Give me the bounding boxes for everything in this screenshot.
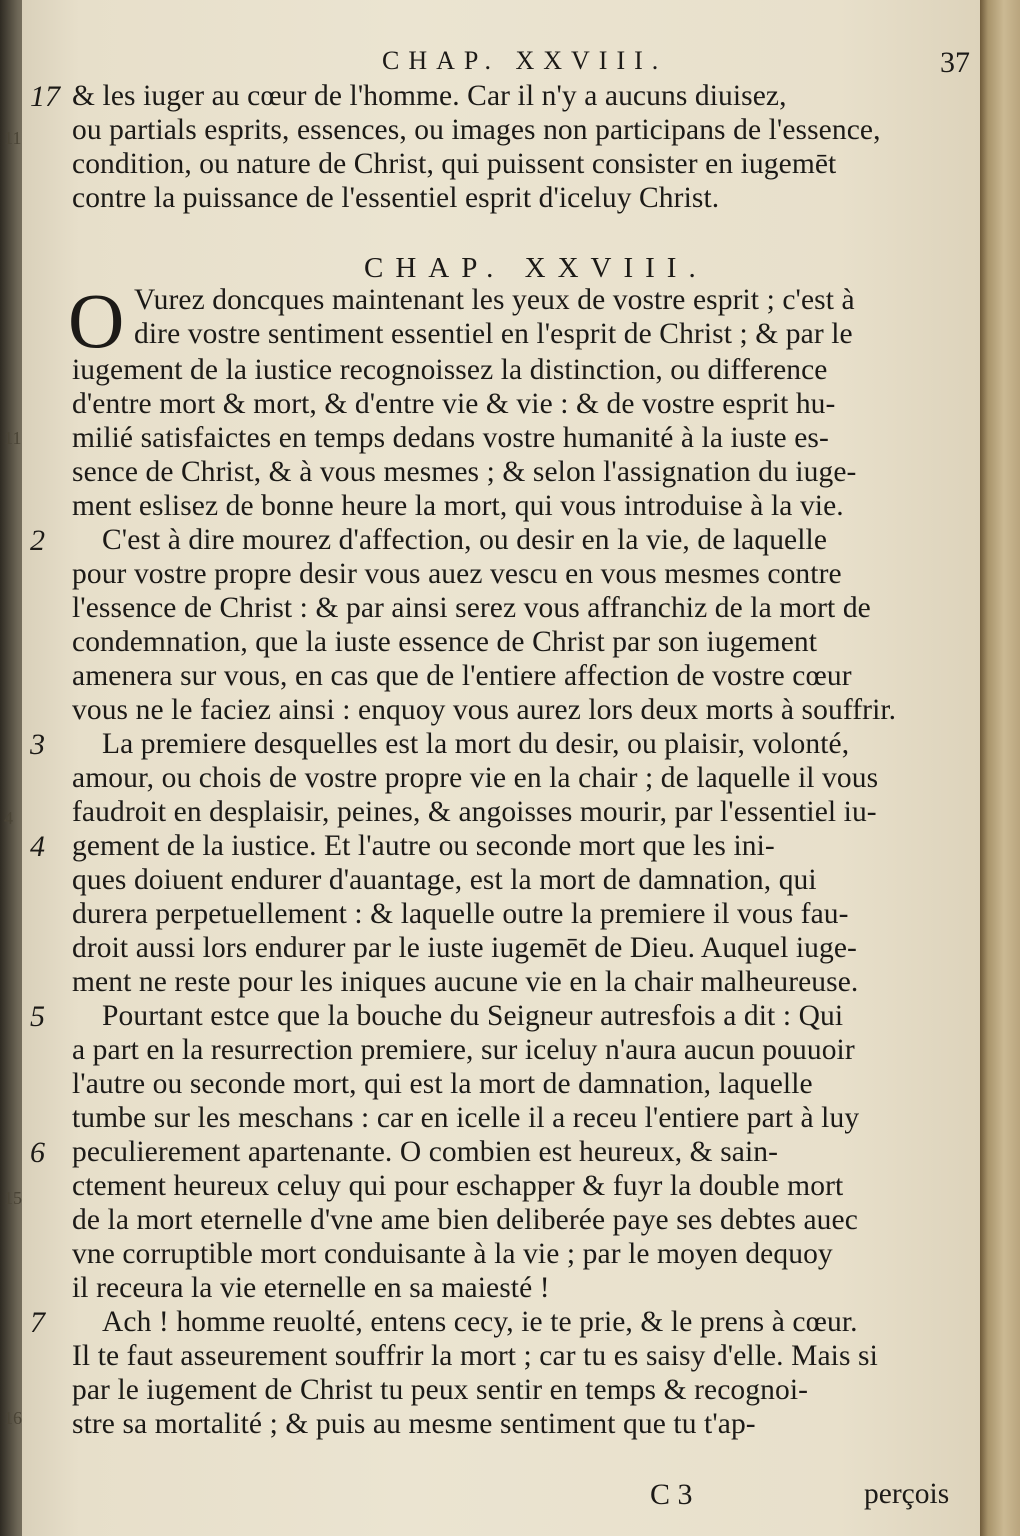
text-line: ou partials esprits, essences, ou images non participans de l'essence,: [72, 114, 881, 146]
text-line: Vurez doncques maintenant les yeux de vostre esprit ; c'est à: [134, 284, 855, 316]
text-line: l'autre ou seconde mort, qui est la mort de damnation, laquelle: [72, 1068, 813, 1100]
text-line: par le iugement de Christ tu peux sentir en temps & recognoi-: [72, 1374, 809, 1406]
text-line: durera perpetuellement : & laquelle outre la premiere il vous fau-: [72, 898, 849, 930]
text-line: stre sa mortalité ; & puis au mesme sentiment que tu t'ap-: [72, 1408, 756, 1440]
text-line: sence de Christ, & à vous mesmes ; & selon l'assignation du iuge-: [72, 456, 857, 488]
text-line: peculierement apartenante. O combien est heureux, & sain-: [72, 1136, 779, 1168]
text-line: droit aussi lors endurer par le iuste iugemēt de Dieu. Auquel iuge-: [72, 932, 857, 964]
text-line: gement de la iustice. Et l'autre ou seconde mort que les ini-: [72, 830, 775, 862]
catchword: perçois: [864, 1478, 950, 1510]
bleed-mark: 15: [4, 1188, 22, 1208]
verse-number: 7: [30, 1306, 45, 1339]
text-line: Pourtant estce que la bouche du Seigneur autresfois a dit : Qui: [102, 1000, 844, 1032]
text-line: il receura la vie eternelle en sa maiesté !: [72, 1272, 550, 1304]
page-text: [22, 0, 980, 1536]
text-line: ques doiuent endurer d'auantage, est la mort de damnation, qui: [72, 864, 817, 896]
text-line: dire vostre sentiment essentiel en l'esprit de Christ ; & par le: [134, 318, 853, 350]
drop-cap: O: [68, 277, 125, 364]
running-head: CHAP. XXVIII.: [382, 46, 668, 75]
text-line: milié satisfaictes en temps dedans vostre humanité à la iuste es-: [72, 422, 829, 454]
text-line: ctement heureux celuy qui pour eschapper & fuyr la double mort: [72, 1170, 844, 1202]
text-line: & les iuger au cœur de l'homme. Car il n'y a aucuns diuisez,: [72, 80, 787, 112]
bleed-mark: 16: [4, 1408, 22, 1428]
verse-number: 17: [30, 80, 60, 113]
text-line: C'est à dire mourez d'affection, ou desir en la vie, de laquelle: [102, 524, 828, 556]
verse-number: 4: [30, 830, 45, 863]
text-line: amour, ou chois de vostre propre vie en la chair ; de laquelle il vous: [72, 762, 879, 794]
text-line: condition, ou nature de Christ, qui puissent consister en iugemēt: [72, 148, 837, 180]
text-line: d'entre mort & mort, & d'entre vie & vie : & de vostre esprit hu-: [72, 388, 836, 420]
verse-number: 3: [30, 728, 45, 761]
text-line: vne corruptible mort conduisante à la vie ; par le moyen dequoy: [72, 1238, 833, 1270]
bleed-mark: 11: [4, 428, 22, 448]
text-line: ment eslisez de bonne heure la mort, qui vous introduise à la vie.: [72, 490, 844, 522]
text-line: de la mort eternelle d'vne ame bien deliberée paye ses debtes auec: [72, 1204, 858, 1236]
text-line: contre la puissance de l'essentiel esprit d'iceluy Christ.: [72, 182, 720, 214]
text-line: a part en la resurrection premiere, sur iceluy n'aura aucun pouuoir: [72, 1034, 855, 1066]
book-edge: [980, 0, 1020, 1536]
bleed-mark: 11: [4, 128, 22, 148]
text-line: Ach ! homme reuolté, entens cecy, ie te prie, & le prens à cœur.: [102, 1306, 858, 1338]
text-line: Il te faut asseurement souffrir la mort ; car tu es saisy d'elle. Mais si: [72, 1340, 878, 1372]
page-number: 37: [940, 46, 970, 79]
chapter-heading: CHAP. XXVIII.: [364, 252, 708, 284]
verse-number: 2: [30, 524, 45, 557]
signature-mark: C 3: [650, 1478, 693, 1511]
verse-number: 5: [30, 1000, 45, 1033]
text-line: vous ne le faciez ainsi : enquoy vous aurez lors deux morts à souffrir.: [72, 694, 897, 726]
text-line: tumbe sur les meschans : car en icelle il a receu l'entiere part à luy: [72, 1102, 860, 1134]
text-line: amenera sur vous, en cas que de l'entiere affection de vostre cœur: [72, 660, 852, 692]
verse-number: 6: [30, 1136, 45, 1169]
text-line: l'essence de Christ : & par ainsi serez vous affranchiz de la mort de: [72, 592, 871, 624]
text-line: faudroit en desplaisir, peines, & angoisses mourir, par l'essentiel iu-: [72, 796, 877, 828]
text-line: pour vostre propre desir vous auez vescu en vous mesmes contre: [72, 558, 842, 590]
text-line: condemnation, que la iuste essence de Christ par son iugement: [72, 626, 818, 658]
text-line: iugement de la iustice recognoissez la distinction, ou difference: [72, 354, 828, 386]
text-line: ment ne reste pour les iniques aucune vie en la chair malheureuse.: [72, 966, 859, 998]
book-page: [22, 0, 982, 1536]
text-line: La premiere desquelles est la mort du desir, ou plaisir, volonté,: [102, 728, 850, 760]
bleed-mark: 4: [4, 808, 13, 828]
